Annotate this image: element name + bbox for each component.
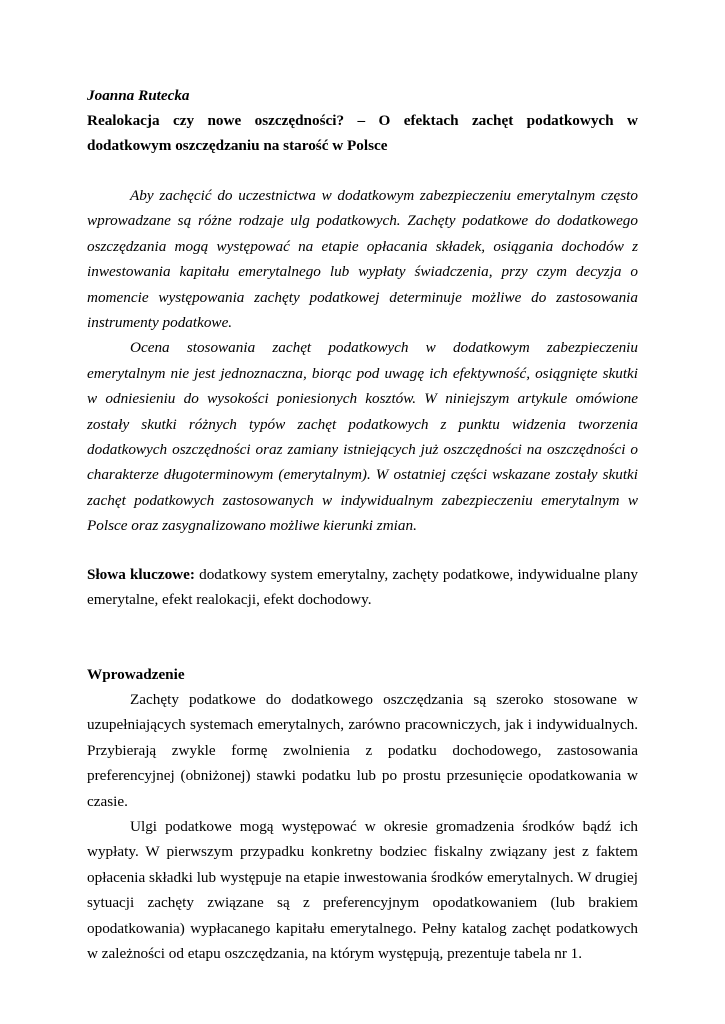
abstract <box>87 183 638 539</box>
abstract-paragraph: Aby zachęcić do uczestnictwa w dodatkowym zabezpieczeniu emerytalnym często wprowadzane są różne rodzaje ulg podatkowych. Zachęty podatkowe do dodatkowego oszczędzania mogą występować na etapie opłacania składek, osiągania dochodów z inwestowania kapitału emerytalnego lub wypłaty świadczenia, przy czym decyzja o momencie występowania zachęty podatkowej determinuje możliwe do zastosowania instrumenty podatkowe. <box>87 187 638 332</box>
body-paragraph: Zachęty podatkowe do dodatkowego oszczędzania są szeroko stosowane w uzupełniających systemach emerytalnych, zarówno pracowniczych, jak i indywidualnych. Przybierają zwykle formę zwolnienia z podatku dochodowego, zastosowania preferencyjnej (obniżonej) stawki podatku lub po prostu przesunięcie opodatkowania w czasie. <box>87 691 638 810</box>
keywords-label: Słowa kluczowe: <box>87 566 195 583</box>
author-name: Joanna Rutecka <box>87 87 190 104</box>
article-title: Realokacja czy nowe oszczędności? – O efektach zachęt podatkowych w dodatkowym oszczędzaniu na starość w Polsce <box>87 112 638 155</box>
body-paragraph: Ulgi podatkowe mogą występować w okresie gromadzenia środków bądź ich wypłaty. W pierwszym przypadku konkretny bodziec fiskalny związany jest z faktem opłacenia składki lub występuje na etapie inwestowania środków emerytalnych. W drugiej sytuacji zachęty związane są z preferencyjnym opodatkowaniem (lub brakiem opodatkowania) wypłacanego kapitału emerytalnego. Pełny katalog zachęt podatkowych w zależności od etapu oszczędzania, na którym występują, prezentuje tabela nr 1. <box>87 818 638 963</box>
keywords-text: dodatkowy system emerytalny, zachęty podatkowe, indywidualne plany emerytalne, efekt realokacji, efekt dochodowy. <box>87 566 639 609</box>
abstract-paragraph: Ocena stosowania zachęt podatkowych w dodatkowym zabezpieczeniu emerytalnym nie jest jednoznaczna, biorąc pod uwagę ich efektywność, osiągnięte skutki w odniesieniu do wysokości poniesionych kosztów. W niniejszym artykule omówione zostały skutki różnych typów zachęt podatkowych z punktu widzenia tworzenia dodatkowych oszczędności oraz zamiany istniejących już oszczędności na oszczędności o charakterze długoterminowym (emerytalnym). W ostatniej części wskazane zostały skutki zachęt podatkowych zastosowanych w indywidualnym zabezpieczeniu emerytalnym w Polsce oraz zasygnalizowano możliwe kierunki zmian. <box>87 339 638 535</box>
introduction-body <box>87 687 638 966</box>
section-heading: Wprowadzenie <box>87 666 185 683</box>
keywords <box>87 562 638 613</box>
